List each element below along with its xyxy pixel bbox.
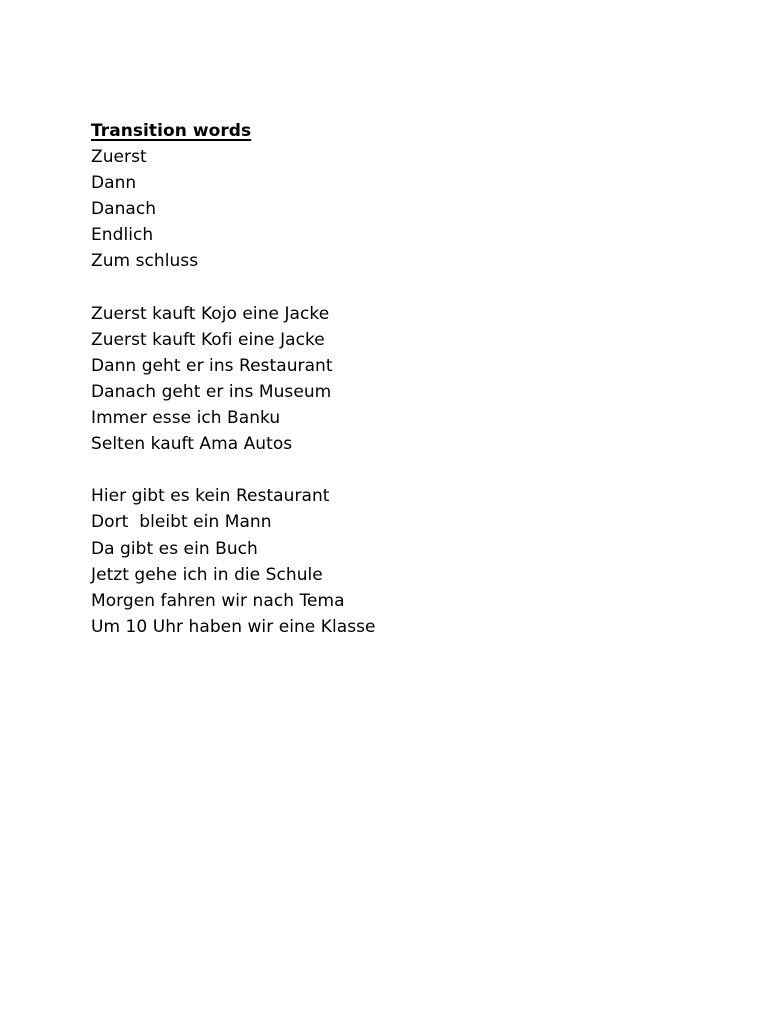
- transition-word: Zuerst: [91, 147, 147, 168]
- example-sentence: Selten kauft Ama Autos: [91, 434, 293, 455]
- example-sentence: Danach geht er ins Museum: [91, 381, 332, 402]
- transition-word: Dann: [91, 173, 137, 194]
- transition-word: Endlich: [91, 225, 154, 246]
- transition-word: Danach: [91, 199, 157, 220]
- example-sentence: Hier gibt es kein Restaurant: [91, 486, 330, 507]
- example-sentence: Jetzt gehe ich in die Schule: [91, 564, 323, 585]
- example-sentence: Morgen fahren wir nach Tema: [91, 590, 345, 611]
- transition-words-list: [91, 144, 711, 274]
- example-sentences-2: [91, 483, 711, 640]
- transition-word: Zum schluss: [91, 251, 199, 272]
- paragraph-gap: [91, 275, 711, 301]
- example-sentence: Dort bleibt ein Mann: [91, 512, 272, 533]
- example-sentence: Dann geht er ins Restaurant: [91, 355, 333, 376]
- example-sentences-1: [91, 301, 711, 458]
- example-sentence: Um 10 Uhr haben wir eine Klasse: [91, 616, 376, 637]
- example-sentence: Zuerst kauft Kojo eine Jacke: [91, 303, 330, 324]
- example-sentence: Immer esse ich Banku: [91, 408, 281, 429]
- example-sentence: Da gibt es ein Buch: [91, 538, 258, 559]
- example-sentence: Zuerst kauft Kofi eine Jacke: [91, 329, 325, 350]
- paragraph-gap: [91, 457, 711, 483]
- document-title: Transition words: [91, 121, 252, 141]
- document-body: [91, 118, 711, 640]
